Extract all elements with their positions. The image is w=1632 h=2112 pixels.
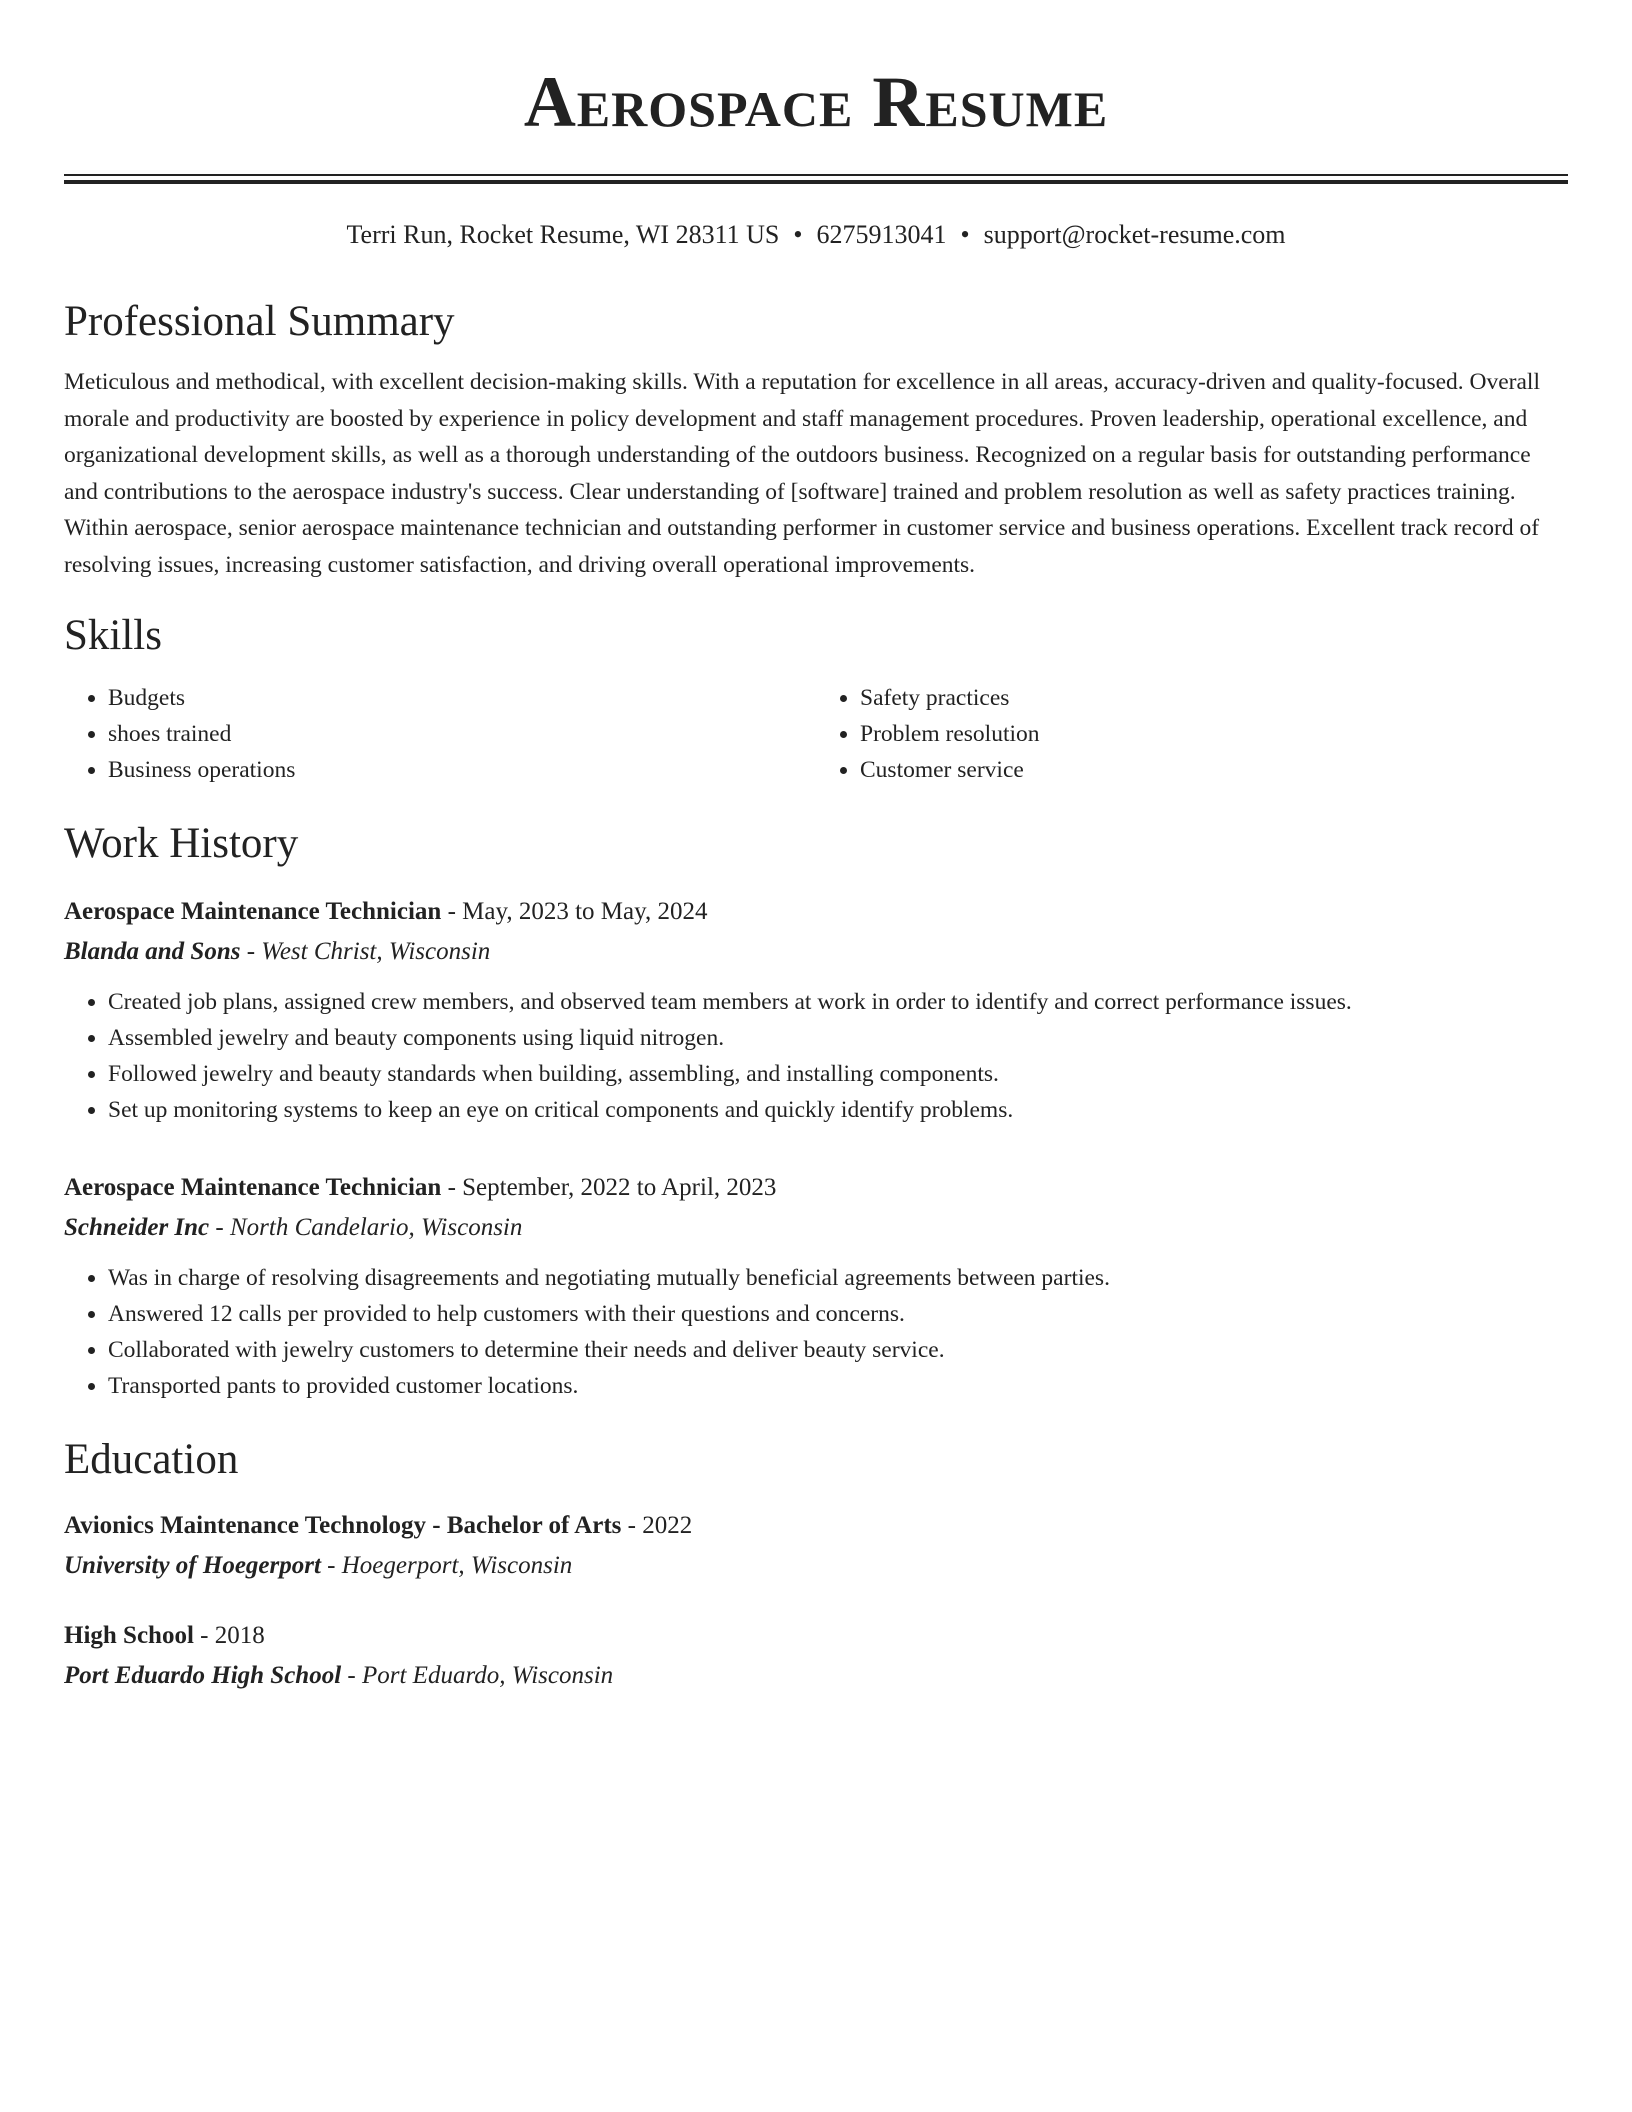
skills-columns (64, 680, 1568, 788)
job-dates: May, 2023 to May, 2024 (462, 897, 708, 925)
education-heading: Education (64, 1435, 239, 1483)
summary-section (64, 294, 1568, 584)
job-bullet: • Created job plans, assigned crew members, and observed team members at work in order to identify and correct performance issues. (108, 984, 1568, 1020)
job-bullet: • Collaborated with jewelry customers to determine their needs and deliver beauty service. (108, 1332, 1568, 1368)
job-bullet: • Assembled jewelry and beauty components using liquid nitrogen. (108, 1020, 1568, 1056)
job-header (64, 1168, 1568, 1208)
work-history-section (64, 816, 1568, 1404)
skill-item: • shoes trained (108, 716, 816, 752)
education-school: Port Eduardo High School (64, 1661, 342, 1689)
education-year: 2018 (214, 1621, 265, 1649)
education-section (64, 1432, 1568, 1696)
education-year: 2022 (642, 1511, 693, 1539)
job-location: West Christ, Wisconsin (261, 937, 491, 965)
contact-phone: 6275913041 (816, 220, 947, 249)
education-entry (64, 1506, 1568, 1586)
job-bullet: • Was in charge of resolving disagreements and negotiating mutually beneficial agreements between parties. (108, 1260, 1568, 1296)
education-location: Hoegerport, Wisconsin (341, 1551, 573, 1579)
job-bullets (64, 984, 1568, 1128)
job-company-line (64, 932, 1568, 972)
job-company: Schneider Inc (64, 1213, 210, 1241)
contact-separator: • (793, 220, 803, 249)
job-company-line (64, 1208, 1568, 1248)
dash: - (240, 937, 262, 965)
dash: - (209, 1213, 230, 1241)
job-location: North Candelario, Wisconsin (229, 1213, 523, 1241)
skill-item: • Problem resolution (860, 716, 1568, 752)
job-bullet: • Transported pants to provided customer locations. (108, 1368, 1568, 1404)
job-company: Blanda and Sons (64, 937, 241, 965)
education-header (64, 1616, 1568, 1656)
contact-email: support@rocket-resume.com (983, 220, 1286, 249)
contact-separator: • (960, 220, 970, 249)
education-school: University of Hoegerport (64, 1551, 321, 1579)
dash: - (193, 1621, 215, 1649)
skill-item: • Safety practices (860, 680, 1568, 716)
job-bullet: • Set up monitoring systems to keep an eye on critical components and quickly identify problems. (108, 1092, 1568, 1128)
skills-list-left (64, 680, 816, 788)
skills-list-right (816, 680, 1568, 788)
skill-item: • Budgets (108, 680, 816, 716)
dash: - (441, 1173, 463, 1201)
job-bullet: • Answered 12 calls per provided to help customers with their questions and concerns. (108, 1296, 1568, 1332)
dash: - (621, 1511, 643, 1539)
title-double-rule (64, 174, 1568, 184)
summary-heading: Professional Summary (64, 298, 455, 345)
work-history-heading: Work History (64, 819, 299, 867)
contact-address: Terri Run, Rocket Resume, WI 28311 US (346, 220, 780, 249)
education-school-line (64, 1656, 1568, 1696)
job-bullet: • Followed jewelry and beauty standards when building, assembling, and installing components. (108, 1056, 1568, 1092)
skill-item: • Customer service (860, 752, 1568, 788)
job-bullets (64, 1260, 1568, 1404)
dash: - (441, 897, 463, 925)
skill-item: • Business operations (108, 752, 816, 788)
education-entry (64, 1616, 1568, 1696)
summary-text: Meticulous and methodical, with excellent decision-making skills. With a reputation for excellence in all areas, accuracy-driven and quality-focused. Overall morale and productivity are boosted by experience in policy development and staff management procedures. Proven leadership, operational excellence, and organizational development skills, as well as a thorough understanding of the outdoors business. Recognized on a regular basis for outstanding performance and contributions to the aerospace industry's success. Clear understanding of [software] trained and problem resolution as well as safety practices training. Within aerospace, senior aerospace maintenance technician and outstanding performer in customer service and business operations. Excellent track record of resolving issues, increasing customer satisfaction, and driving overall operational improvements. (64, 369, 1540, 578)
job-entry (64, 892, 1568, 1128)
job-header (64, 892, 1568, 932)
education-header (64, 1506, 1568, 1546)
education-degree: High School (64, 1621, 194, 1649)
job-title: Aerospace Maintenance Technician (64, 897, 442, 925)
education-degree: Avionics Maintenance Technology - Bachelor of Arts (64, 1511, 622, 1539)
contact-line (64, 218, 1568, 252)
job-entry (64, 1168, 1568, 1404)
dash: - (341, 1661, 362, 1689)
resume-title: Aerospace Resume (523, 62, 1109, 142)
job-dates: September, 2022 to April, 2023 (462, 1173, 777, 1201)
education-school-line (64, 1546, 1568, 1586)
skills-section (64, 608, 1568, 788)
job-title: Aerospace Maintenance Technician (64, 1173, 442, 1201)
dash: - (320, 1551, 342, 1579)
education-location: Port Eduardo, Wisconsin (361, 1661, 614, 1689)
skills-heading: Skills (64, 611, 162, 659)
